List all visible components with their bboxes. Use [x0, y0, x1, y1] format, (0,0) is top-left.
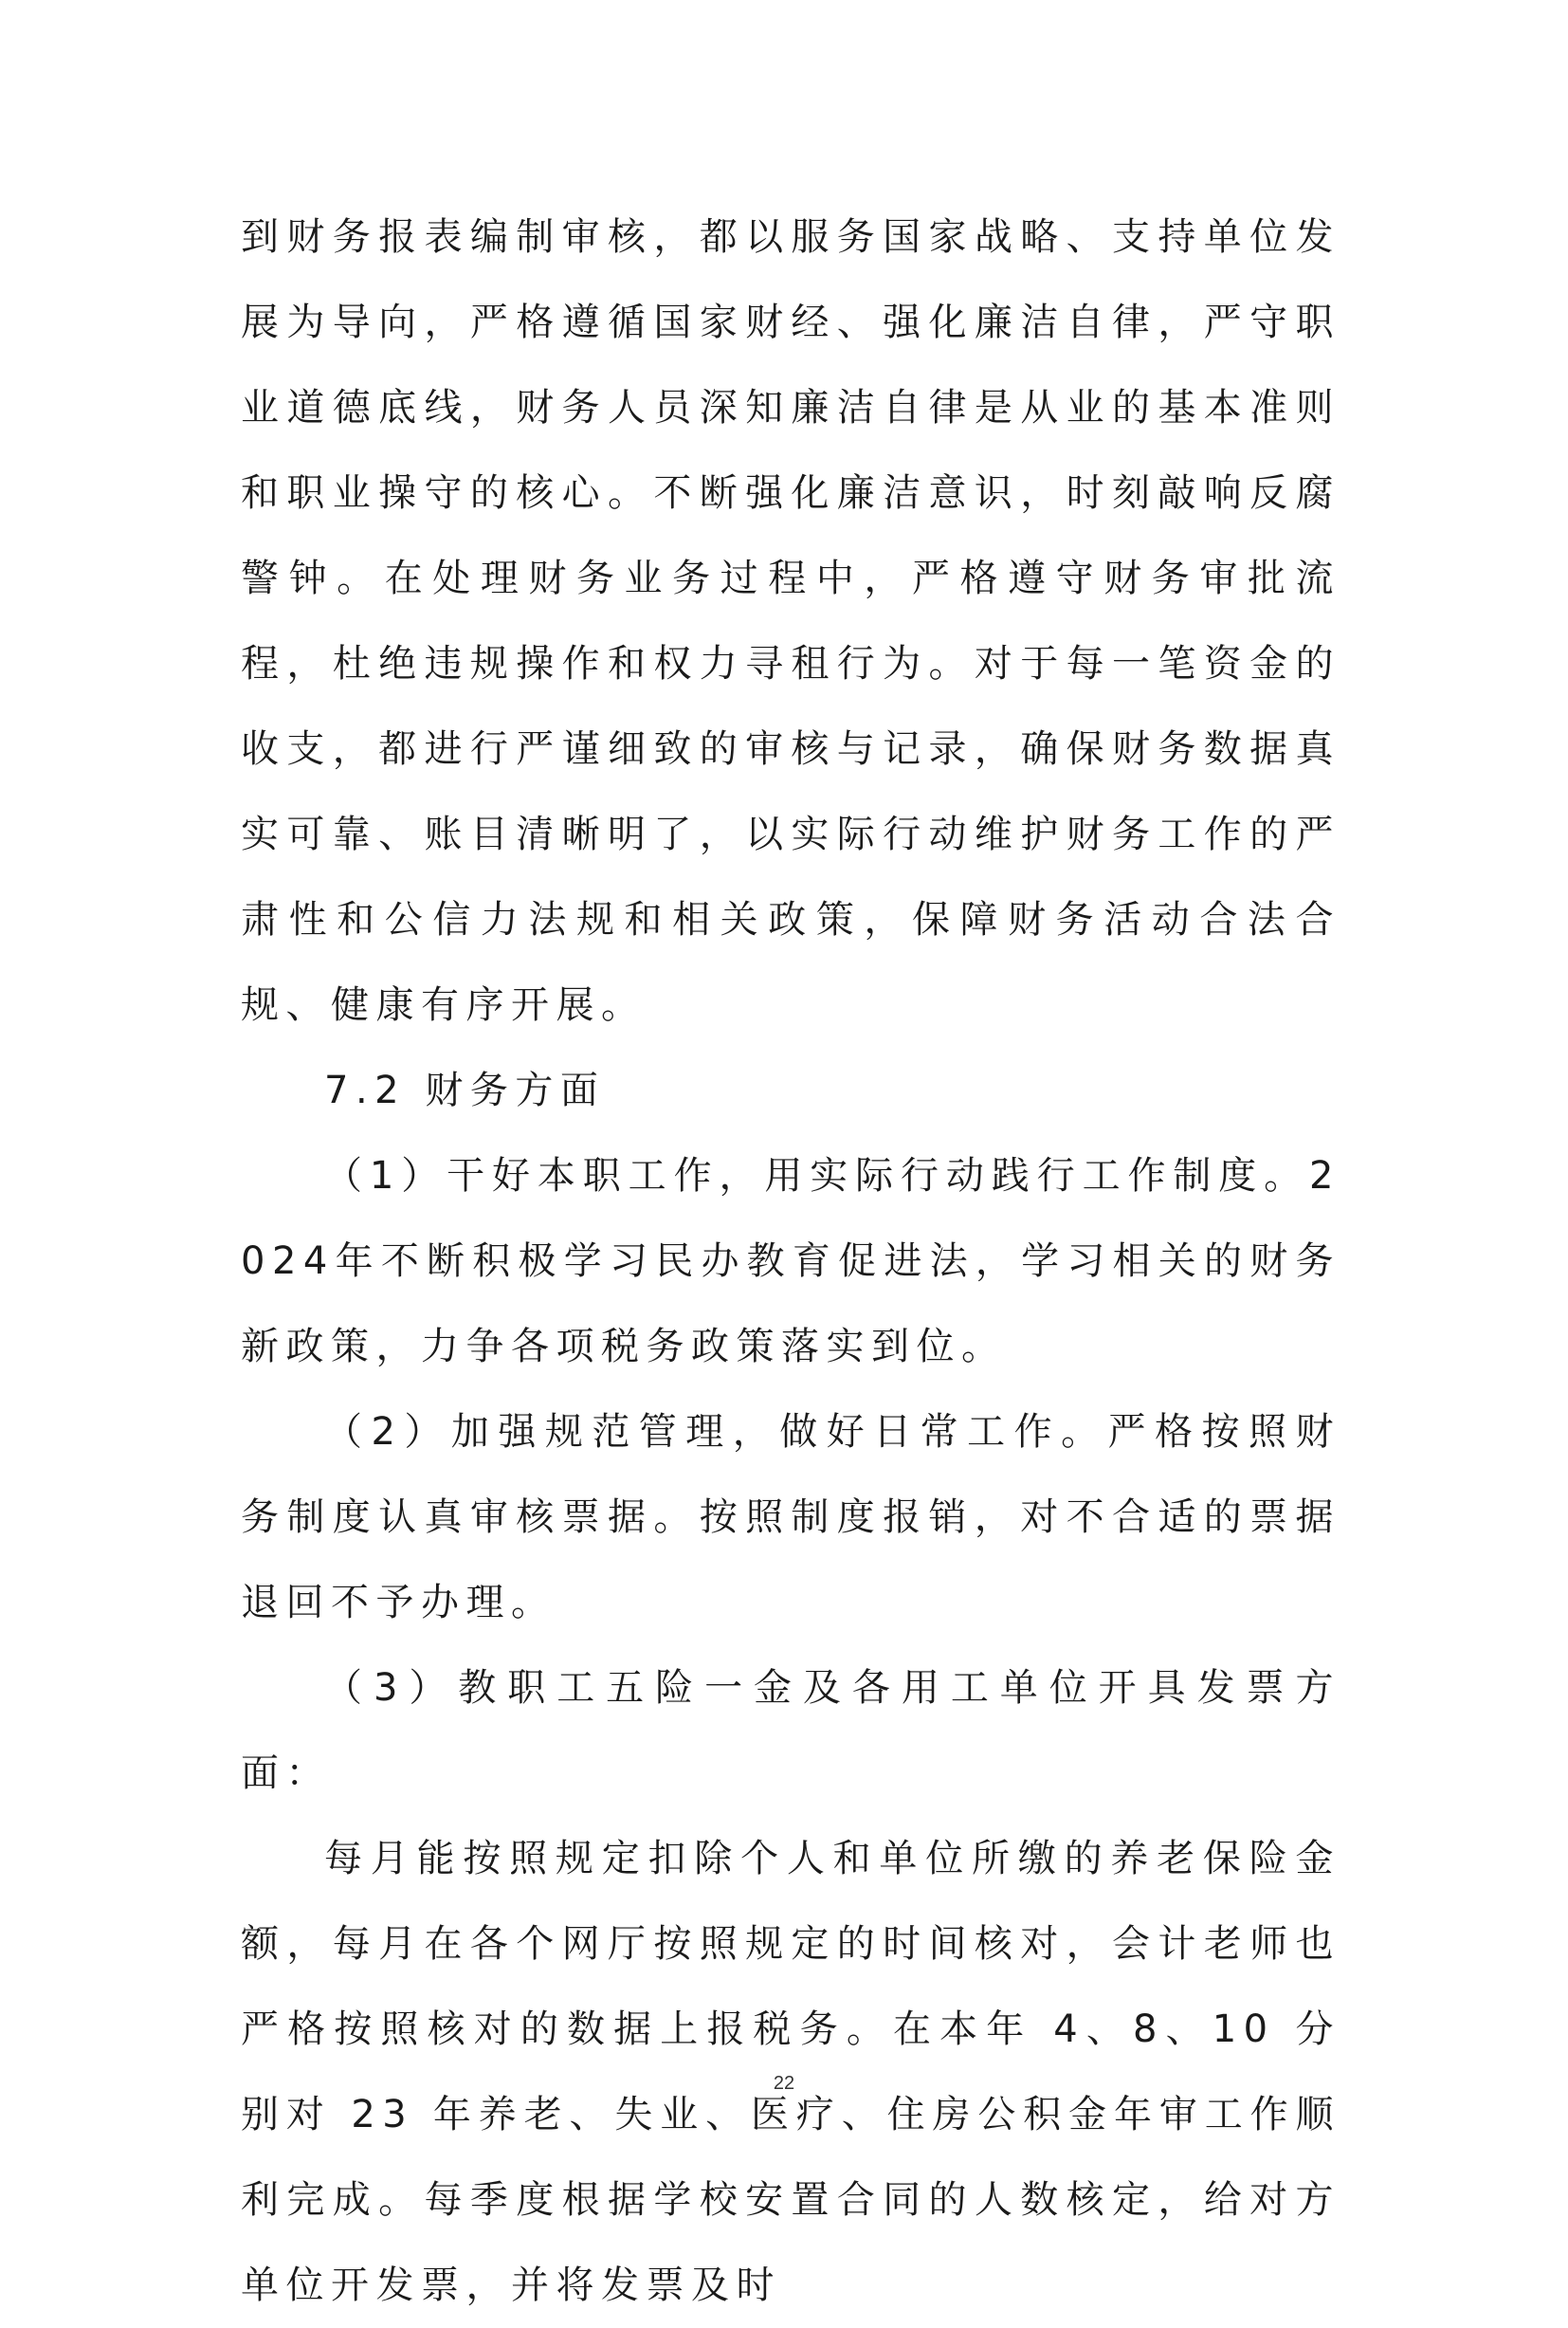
paragraph-insurance: 每月能按照规定扣除个人和单位所缴的养老保险金额，每月在各个网厅按照规定的时间核对，会计老师也严格按照核对的数据上报税务。在本年 4、8、10 分别对 23 年养老、失业、医疗、住房公积金年审工作顺利完成。每季度根据学校安置合同的人数核定，给对方单位开发票，并将发票及时	[241, 1837, 1340, 2307]
paragraph-item-3: （3）教职工五险一金及各用工单位开具发票方面：	[241, 1666, 1340, 1795]
section-heading-finance: 7.2 财务方面	[324, 1069, 606, 1112]
paragraph-integrity: 到财务报表编制审核，都以服务国家战略、支持单位发展为导向，严格遵循国家财经、强化廉洁自律，严守职业道德底线，财务人员深知廉洁自律是从业的基本准则和职业操守的核心。不断强化廉洁意识，时刻敲响反腐警钟。在处理财务业务过程中，严格遵守财务审批流程，杜绝违规操作和权力寻租行为。对于每一笔资金的收支，都进行严谨细致的审核与记录，确保财务数据真实可靠、账目清晰明了，以实际行动维护财务工作的严肃性和公信力法规和相关政策，保障财务活动合法合规、健康有序开展。	[241, 215, 1340, 1027]
paragraph-item-2: （2）加强规范管理，做好日常工作。严格按照财务制度认真审核票据。按照制度报销，对不合适的票据退回不予办理。	[241, 1410, 1340, 1624]
page-number: 22	[773, 2073, 795, 2094]
paragraph-item-1: （1）干好本职工作，用实际行动践行工作制度。2024年不断积极学习民办教育促进法，学习相关的财务新政策，力争各项税务政策落实到位。	[241, 1154, 1340, 1368]
document-body	[241, 194, 1340, 2328]
